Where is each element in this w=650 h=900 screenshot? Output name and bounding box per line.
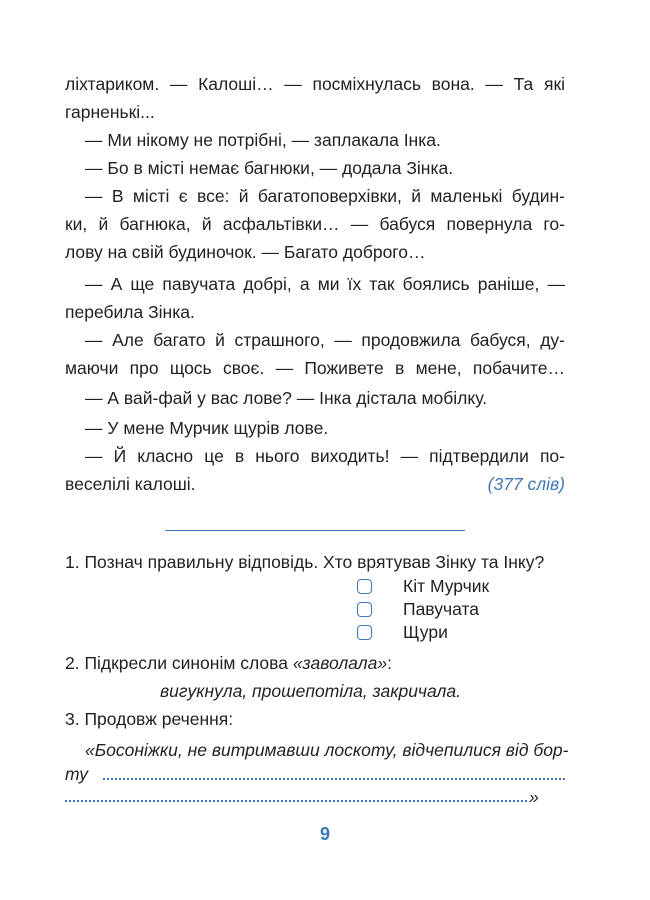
story-line: — А вай-фай у вас лове? — Інка дістала мобілку. xyxy=(85,388,488,408)
story-line: маючи про щось своє. — Поживете в мене, побачите… xyxy=(65,358,565,378)
answer-checkbox-1[interactable] xyxy=(357,579,372,594)
story-line: ки, й багнюка, й асфальтівки… — бабуся повернула го- xyxy=(65,214,565,234)
answer-line-1[interactable] xyxy=(103,778,565,780)
question-2-suffix: : xyxy=(387,653,392,673)
story-line: лову на свій будиночок. — Багато доброго… xyxy=(65,242,426,262)
story-line: ліхтариком. — Калоші… — посміхнулась вона. — Та які xyxy=(65,74,565,94)
question-3-sentence-start: «Босоніжки, не витримавши лоскоту, відчепилися від бор- xyxy=(85,740,569,760)
page-number: 9 xyxy=(319,824,330,844)
question-1-text: 1. Познач правильну відповідь. Хто врятував Зінку та Інку? xyxy=(65,552,545,572)
question-2-prefix: 2. Підкресли синонім слова xyxy=(65,653,293,673)
question-2-answers: вигукнула, прошепотіла, закричала. xyxy=(160,681,461,701)
story-line: веселілі калоші. xyxy=(65,474,196,494)
story-line: — Бо в місті немає багнюки, — додала Зінка. xyxy=(85,158,454,178)
answer-option-2: Павучата xyxy=(403,599,479,619)
story-line: — Але багато й страшного, — продовжила бабуся, ду- xyxy=(85,330,565,350)
story-line: гарненькі... xyxy=(65,102,155,122)
answer-option-3: Щури xyxy=(403,622,448,642)
question-2-text xyxy=(65,652,392,674)
story-line: — Й класно це в нього виходить! — підтвердили по- xyxy=(85,446,565,466)
answer-checkbox-2[interactable] xyxy=(357,602,372,617)
answer-option-1: Кіт Мурчик xyxy=(403,576,490,596)
story-line: — У мене Мурчик щурів лове. xyxy=(85,418,329,438)
story-line: — Ми нікому не потрібні, — заплакала Інка. xyxy=(85,130,441,150)
question-3-sentence-continuation: ту xyxy=(65,764,88,784)
answer-line-2[interactable] xyxy=(65,800,527,802)
story-line: перебила Зінка. xyxy=(65,302,195,322)
answer-checkbox-3[interactable] xyxy=(357,625,372,640)
section-divider xyxy=(165,530,465,531)
story-line: — А ще павучата добрі, а ми їх так боялись раніше, — xyxy=(85,274,565,294)
closing-quote: » xyxy=(529,787,539,807)
story-line: — В місті є все: й багатоповерхівки, й маленькі будин- xyxy=(85,186,565,206)
question-2-keyword: «заволала» xyxy=(292,653,388,673)
question-3-text: 3. Продовж речення: xyxy=(65,709,234,729)
word-count: (377 слів) xyxy=(487,474,565,494)
